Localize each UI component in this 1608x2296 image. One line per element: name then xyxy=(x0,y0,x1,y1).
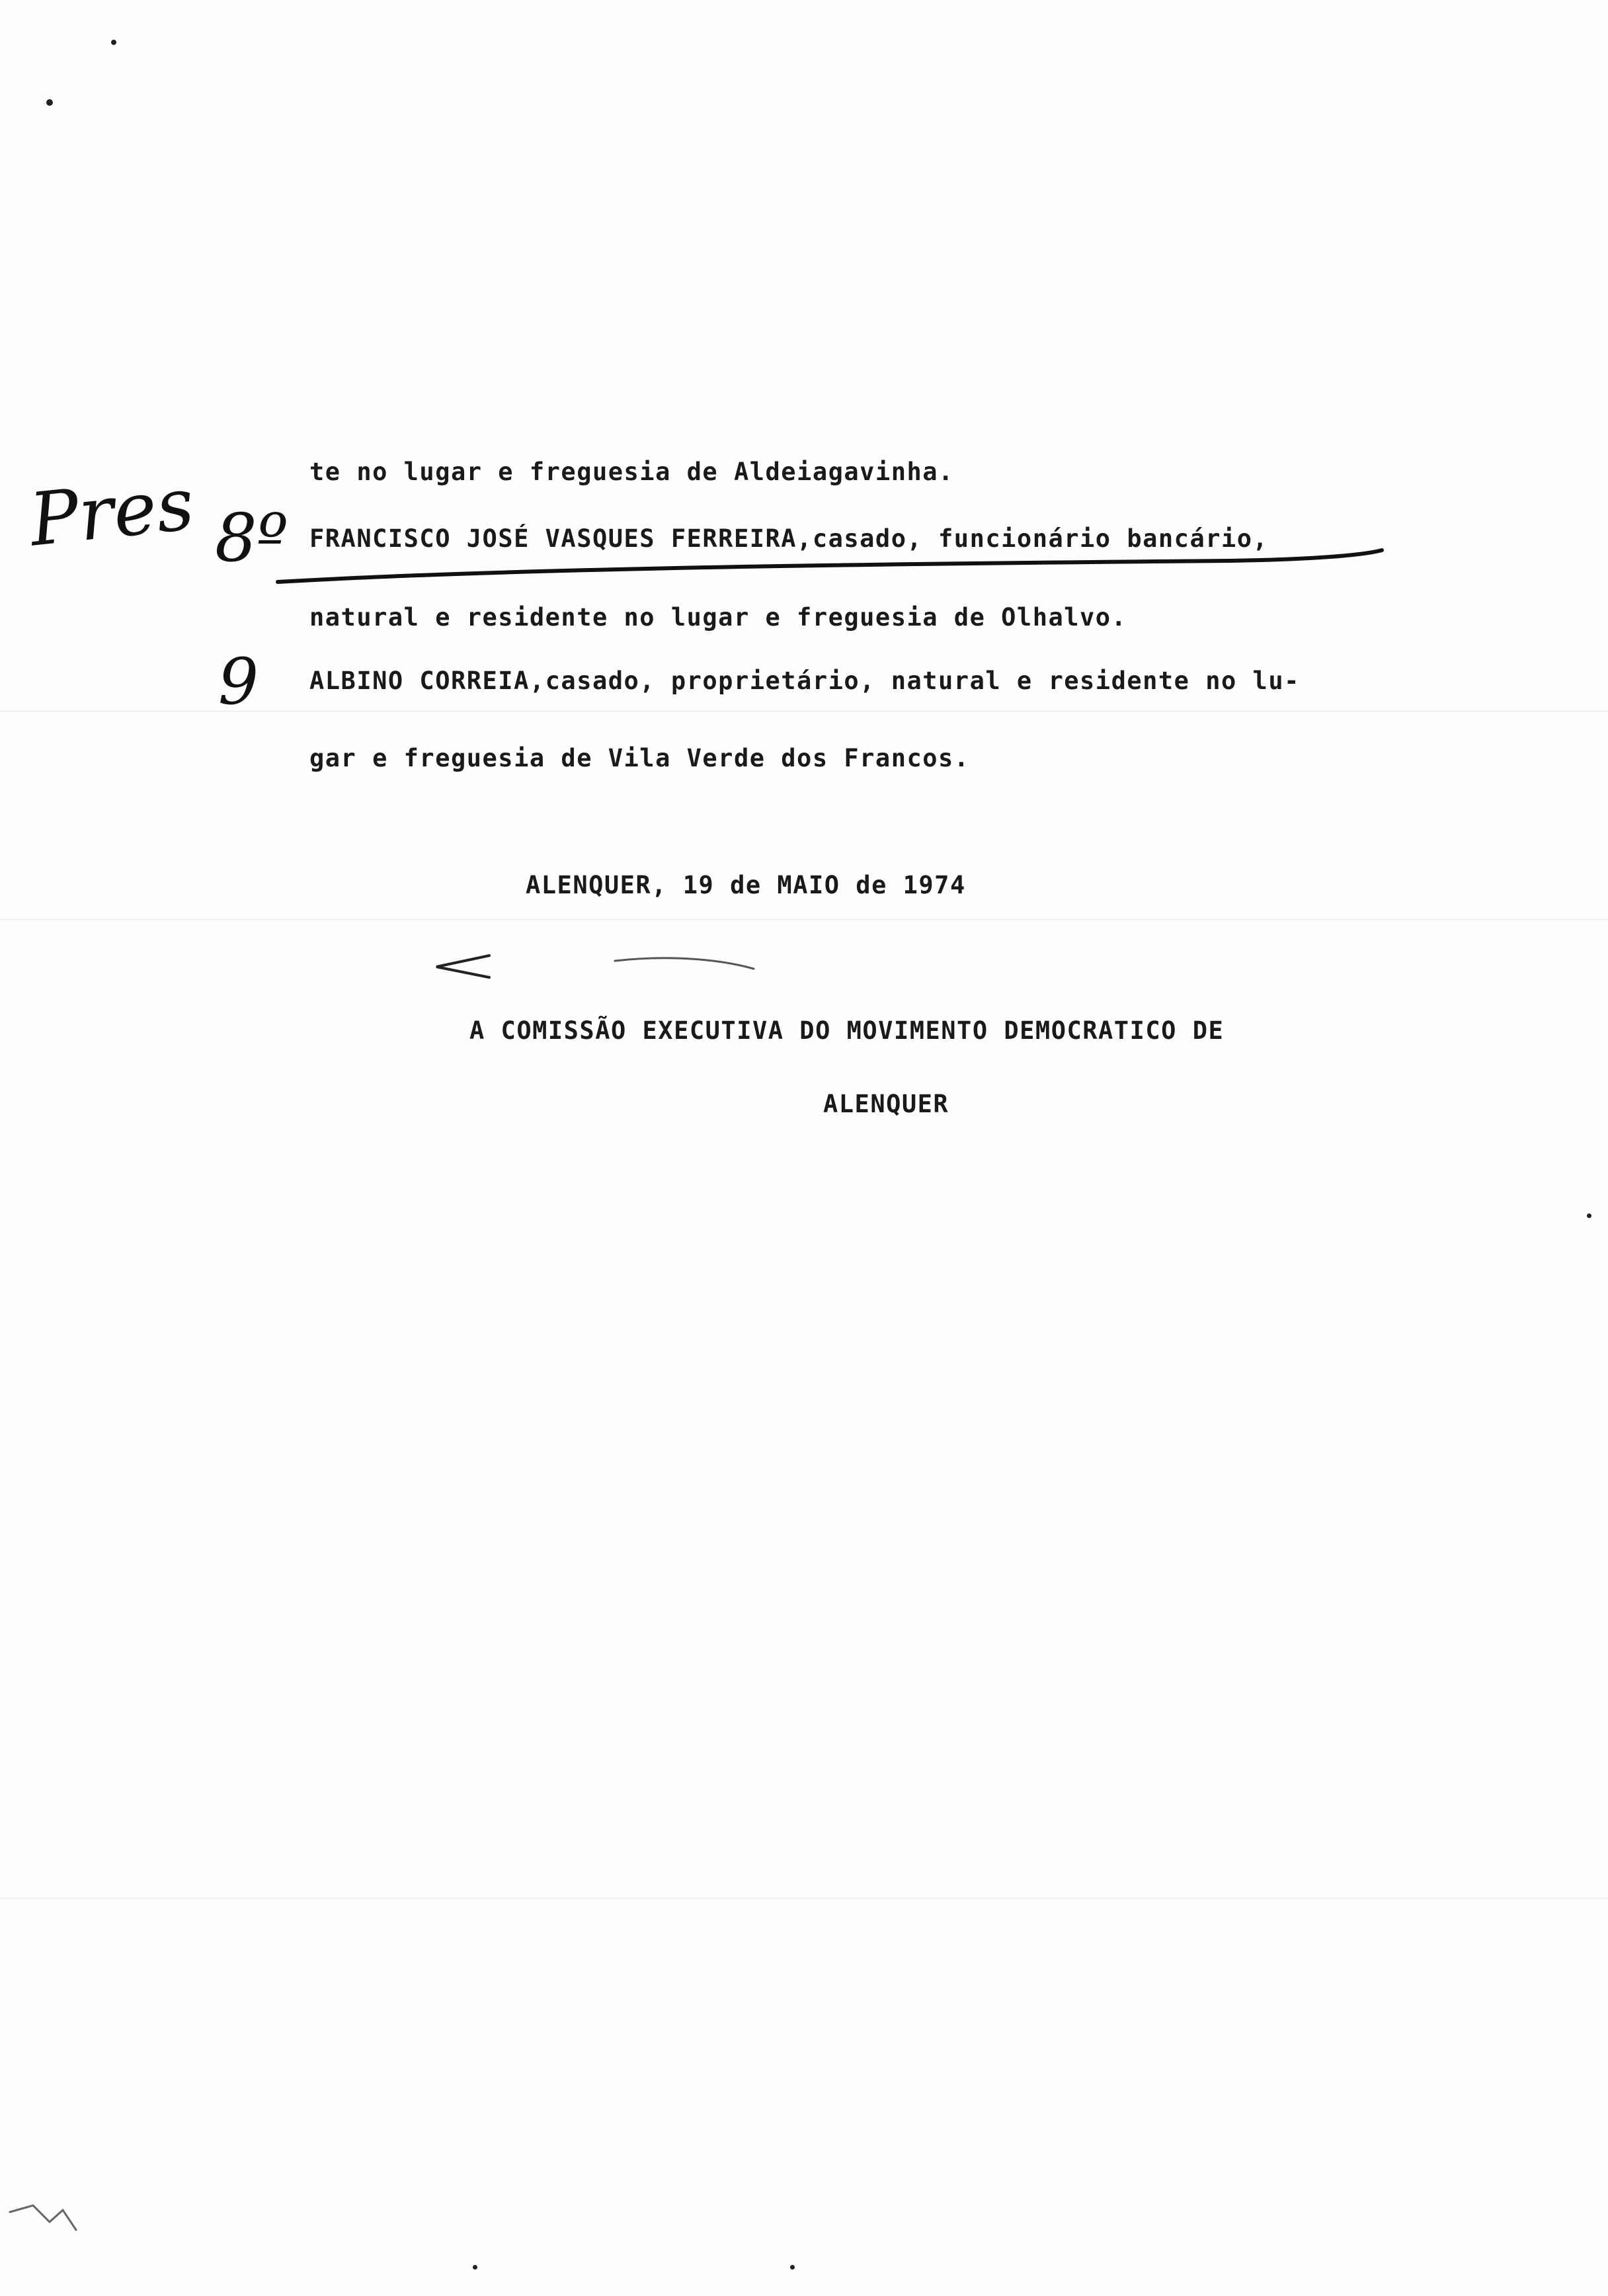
scan-line xyxy=(0,919,1608,920)
handwritten-number-9: 9 xyxy=(218,645,259,719)
body-line-4: ALBINO CORREIA,casado, proprietário, natural e residente no lu- xyxy=(309,667,1300,695)
handwritten-number-8: 8º xyxy=(215,499,288,577)
body-line-1: te no lugar e freguesia de Aldeiagavinha. xyxy=(309,458,954,486)
scribble-mark xyxy=(10,2205,76,2230)
speck xyxy=(790,2265,795,2270)
speck xyxy=(473,2265,477,2270)
handwritten-margin-word: Pres xyxy=(25,461,198,563)
body-line-3: natural e residente no lugar e freguesia de Olhalvo. xyxy=(309,603,1127,632)
speck xyxy=(46,99,53,106)
speck xyxy=(111,40,116,45)
handwritten-underline xyxy=(278,550,1382,582)
signature-line-1: A COMISSÃO EXECUTIVA DO MOVIMENTO DEMOCRATICO DE xyxy=(469,1016,1225,1045)
body-line-5: gar e freguesia de Vila Verde dos Francos. xyxy=(309,744,970,772)
handwritten-stroke xyxy=(615,958,754,969)
handwritten-arrow-mark xyxy=(436,956,489,977)
body-line-2: FRANCISCO JOSÉ VASQUES FERREIRA,casado, funcionário bancário, xyxy=(309,524,1269,553)
date-line: ALENQUER, 19 de MAIO de 1974 xyxy=(526,871,966,899)
scan-line xyxy=(0,1898,1608,1899)
speck xyxy=(1587,1213,1591,1218)
signature-line-2: ALENQUER xyxy=(823,1090,949,1118)
